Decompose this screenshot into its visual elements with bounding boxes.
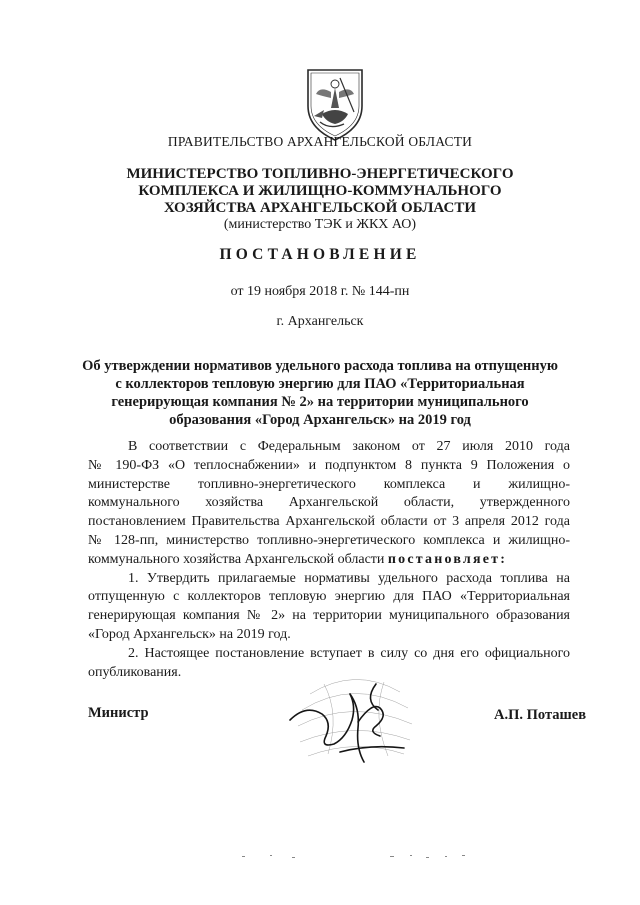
preamble-line: министерстве топливно-энергетического комплекса и жилищно- xyxy=(88,476,570,492)
document-body xyxy=(88,438,570,682)
document-type: ПОСТАНОВЛЕНИЕ xyxy=(219,246,421,263)
ministry-name-line: ХОЗЯЙСТВА АРХАНГЕЛЬСКОЙ ОБЛАСТИ xyxy=(163,200,477,216)
document-date-number: от 19 ноября 2018 г. № 144-пн xyxy=(230,284,410,299)
ministry-name-line: КОМПЛЕКСА И ЖИЛИЩНО-КОММУНАЛЬНОГО xyxy=(138,183,502,199)
minister-name: А.П. Поташев xyxy=(494,707,587,723)
ministry-name-line: МИНИСТЕРСТВО ТОПЛИВНО-ЭНЕРГЕТИЧЕСКОГО xyxy=(126,166,514,182)
ministry-abbreviation: (министерство ТЭК и ЖКХ АО) xyxy=(223,217,417,232)
subject-line: генерирующая компания № 2» на территории муниципального xyxy=(111,394,529,410)
item-2-line: 2. Настоящее постановление вступает в силу со дня его официального xyxy=(128,645,570,661)
preamble-line: коммунального хозяйства Архангельской области, утвержденного xyxy=(88,495,570,511)
preamble-last-line xyxy=(88,551,570,570)
item-1-line: «Город Архангельск» на 2019 год. xyxy=(88,626,291,642)
minister-title: Министр xyxy=(88,705,149,721)
item-1-line: отпущенную с коллекторов тепловую энергию для ПАО «Территориальная xyxy=(88,589,570,605)
decree-word: постановляет: xyxy=(387,551,508,567)
handwritten-signature xyxy=(280,664,430,769)
scan-specks xyxy=(240,851,480,863)
archangel-coat-of-arms-icon xyxy=(300,64,370,144)
subject-line: Об утверждении нормативов удельного расхода топлива на отпущенную xyxy=(82,358,558,374)
preamble-line: В соответствии с Федеральным законом от 27 июля 2010 года xyxy=(128,439,570,454)
item-2-line: опубликования. xyxy=(88,664,182,680)
subject-line: с коллекторов тепловую энергию для ПАО «Территориальная xyxy=(115,376,525,392)
preamble-line: № 128-пп, министерство топливно-энергетического комплекса и жилищно- xyxy=(88,532,570,548)
item-1-line: генерирующая компания № 2» на территории муниципального образования xyxy=(88,608,570,624)
preamble-text: коммунального хозяйства Архангельской области xyxy=(88,551,388,567)
subject-line: образования «Город Архангельск» на 2019 год xyxy=(169,412,471,428)
preamble-line: № 190-ФЗ «О теплоснабжении» и подпунктом 8 пункта 9 Положения о xyxy=(88,457,570,473)
item-1-line: 1. Утвердить прилагаемые нормативы удельного расхода топлива на xyxy=(128,570,570,586)
ministry-name xyxy=(0,166,640,217)
document-subject xyxy=(0,357,640,429)
preamble-line: постановлением Правительства Архангельской области от 3 апреля 2012 года xyxy=(88,514,570,530)
document-city: г. Архангельск xyxy=(276,314,364,329)
government-title: ПРАВИТЕЛЬСТВО АРХАНГЕЛЬСКОЙ ОБЛАСТИ xyxy=(167,134,473,149)
